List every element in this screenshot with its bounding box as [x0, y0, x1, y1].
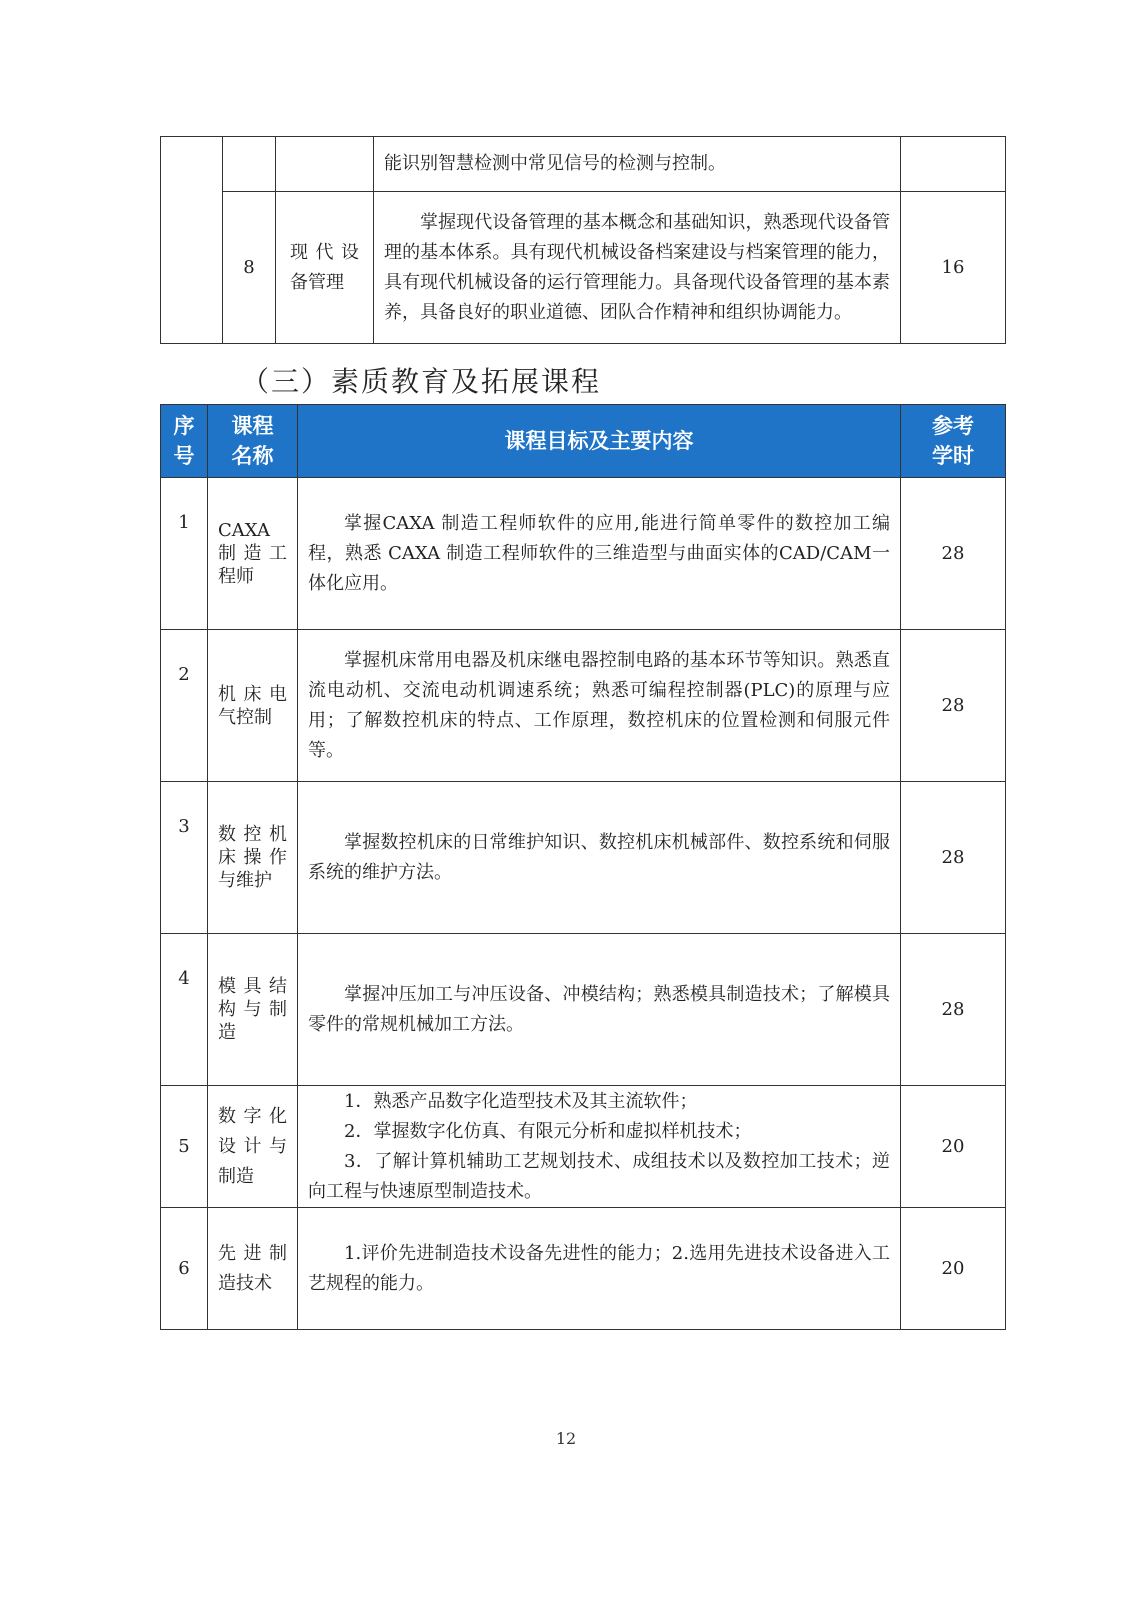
- course-content-text: 3．了解计算机辅助工艺规划技术、成组技术以及数控加工技术；逆向工程与快速原型制造技术。: [308, 1150, 890, 1202]
- course-name: 数控机床操作与维护: [208, 782, 298, 934]
- course-number: 2: [161, 630, 208, 782]
- course-content: [298, 1086, 901, 1208]
- course-number: 8: [223, 192, 276, 344]
- course-content-text: 掌握冲压加工与冲压设备、冲模结构；熟悉模具制造技术；了解模具零件的常规机械加工方法。: [308, 983, 890, 1035]
- table-body: [161, 478, 1006, 1330]
- course-content: [298, 934, 901, 1086]
- course-number: 1: [161, 478, 208, 630]
- course-content-text: 1．熟悉产品数字化造型技术及其主流软件；: [344, 1090, 698, 1112]
- course-hours: 28: [901, 478, 1006, 630]
- course-name: 数字化设计与制造: [208, 1086, 298, 1208]
- course-content: [298, 630, 901, 782]
- table-cell: [223, 137, 276, 192]
- course-hours: 20: [901, 1208, 1006, 1330]
- course-content: 能识别智慧检测中常见信号的检测与控制。: [374, 137, 901, 192]
- course-number: 5: [161, 1086, 208, 1208]
- header-hours: 参考学时: [901, 405, 1006, 478]
- table-row: [161, 478, 1006, 630]
- course-content: [298, 1208, 901, 1330]
- header-number: 序号: [161, 405, 208, 478]
- quality-education-course-table: [160, 404, 1006, 1330]
- course-content-text: 2．掌握数字化仿真、有限元分析和虚拟样机技术；: [344, 1120, 752, 1142]
- previous-course-table: [160, 136, 1006, 344]
- header-name: 课程名称: [208, 405, 298, 478]
- course-number: 6: [161, 1208, 208, 1330]
- course-content-text: 掌握机床常用电器及机床继电器控制电路的基本环节等知识。熟悉直流电动机、交流电动机调速系统；熟悉可编程控制器(PLC)的原理与应用；了解数控机床的特点、工作原理，数控机床的位置检测和伺服元件等。: [308, 649, 890, 761]
- course-name: CAXA 制造工程师: [208, 478, 298, 630]
- course-name: 现代设备管理: [276, 192, 374, 344]
- course-content-text: 掌握现代设备管理的基本概念和基础知识，熟悉现代设备管理的基本体系。具有现代机械设备档案建设与档案管理的能力，具有现代机械设备的运行管理能力。具备现代设备管理的基本素养，具备良好的职业道德、团队合作精神和组织协调能力。: [384, 211, 890, 323]
- course-content: [298, 782, 901, 934]
- course-number: 3: [161, 782, 208, 934]
- course-hours: 28: [901, 782, 1006, 934]
- course-content-text: 掌握数控机床的日常维护知识、数控机床机械部件、数控系统和伺服系统的维护方法。: [308, 831, 890, 883]
- table-row: [161, 1086, 1006, 1208]
- table-cell: [276, 137, 374, 192]
- course-name: 模具结构与制造: [208, 934, 298, 1086]
- course-content: [374, 192, 901, 344]
- course-name: 先进制造技术: [208, 1208, 298, 1330]
- section-title: （三）素质教育及拓展课程: [241, 365, 602, 398]
- table-cell: [901, 137, 1006, 192]
- table-row: [161, 1208, 1006, 1330]
- table-row: [161, 782, 1006, 934]
- course-hours: 20: [901, 1086, 1006, 1208]
- course-number: 4: [161, 934, 208, 1086]
- course-hours: 16: [901, 192, 1006, 344]
- course-name: 机床电气控制: [208, 630, 298, 782]
- table-cell: [161, 137, 223, 344]
- course-content-text: 掌握CAXA 制造工程师软件的应用,能进行简单零件的数控加工编程，熟悉 CAXA 制造工程师软件的三维造型与曲面实体的CAD/CAM一体化应用。: [308, 512, 890, 594]
- table-row: [161, 934, 1006, 1086]
- table-row: [161, 630, 1006, 782]
- course-hours: 28: [901, 934, 1006, 1086]
- header-content: 课程目标及主要内容: [298, 405, 901, 478]
- course-content-text: 1.评价先进制造技术设备先进性的能力；2.选用先进技术设备进入工艺规程的能力。: [308, 1242, 890, 1294]
- course-content: [298, 478, 901, 630]
- course-hours: 28: [901, 630, 1006, 782]
- page-number: 12: [555, 1429, 577, 1448]
